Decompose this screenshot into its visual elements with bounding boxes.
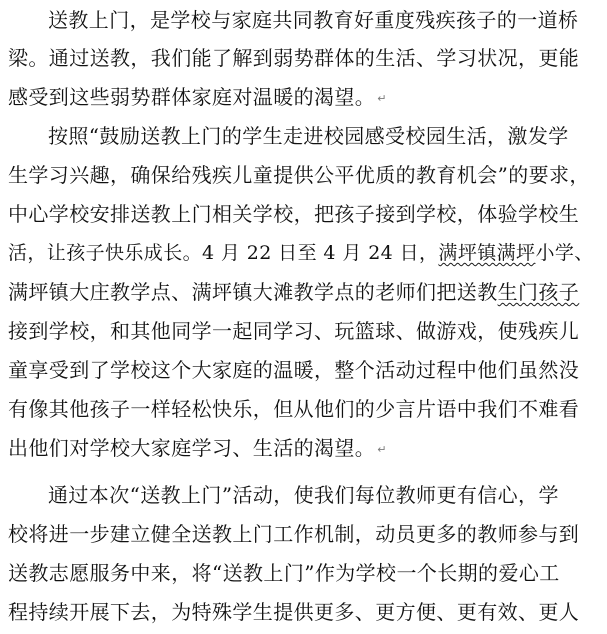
paragraph-line	[8, 40, 600, 76]
line-text: 有像其他孩子一样轻松快乐，但从他们的少言片语中我们不难看	[8, 397, 580, 421]
paragraph-line	[8, 79, 600, 115]
paragraph-line	[8, 313, 600, 349]
line-text: 校将进一步建立健全送教上门工作机制，动员更多的教师参与到	[8, 522, 580, 546]
line-text: 通过本次“送教上门”活动，使我们每位教师更有信心，学	[48, 483, 559, 507]
paragraph-line	[8, 157, 600, 193]
paragraph-line	[8, 516, 600, 552]
line-text: 送教志愿服务中来，将“送教上门”作为学校一个长期的爱心工	[8, 561, 560, 585]
line-text: 接到学校，和其他同学一起同学习、玩篮球、做游戏，使残疾儿	[8, 319, 580, 343]
paragraph-line	[8, 274, 600, 310]
paragraph-mark-icon: ↵	[377, 443, 387, 456]
line-text: 出他们对学校大家庭学习、生活的渴望。	[8, 436, 376, 460]
line-text: 活，让孩子快乐成长。4 月 22 日至 4 月 24 日，满坪镇满坪小学、	[8, 242, 594, 264]
line-text: 生学习兴趣，确保给残疾儿童提供公平优质的教育机会”的要求，	[8, 163, 590, 187]
paragraph-line	[8, 352, 600, 388]
paragraph-mark-icon: ↵	[377, 92, 387, 105]
line-text: 梁。通过送教，我们能了解到弱势群体的生活、学习状况，更能	[8, 46, 580, 70]
paragraph-line	[8, 196, 600, 232]
line-text: 童享受到了学校这个大家庭的温暖，整个活动过程中他们虽然没	[8, 358, 580, 382]
paragraph-line	[48, 2, 600, 38]
line-text: 满坪镇大庄教学点、满坪镇大滩教学点的老师们把送教生门孩子	[8, 280, 580, 304]
paragraph-line	[8, 430, 600, 466]
paragraph-line	[48, 477, 600, 513]
paragraph-line	[48, 118, 600, 154]
paragraph-line	[8, 555, 600, 591]
spellcheck-underline: 满坪镇满坪	[438, 242, 536, 264]
line-text: 按照“鼓励送教上门的学生走进校园感受校园生活，激发学	[48, 124, 569, 148]
line-text: 送教上门，是学校与家庭共同教育好重度残疾孩子的一道桥	[48, 8, 579, 32]
paragraph-line	[8, 235, 600, 271]
paragraph-line	[8, 594, 600, 630]
line-text: 中心学校安排送教上门相关学校，把孩子接到学校，体验学校生	[8, 202, 580, 226]
line-text: 程持续开展下去，为特殊学生提供更多、更方便、更有效、更人	[8, 600, 580, 624]
spellcheck-underline: 生门孩子	[497, 280, 580, 304]
line-text: 感受到这些弱势群体家庭对温暖的渴望。	[8, 85, 376, 109]
paragraph-line	[8, 391, 600, 427]
